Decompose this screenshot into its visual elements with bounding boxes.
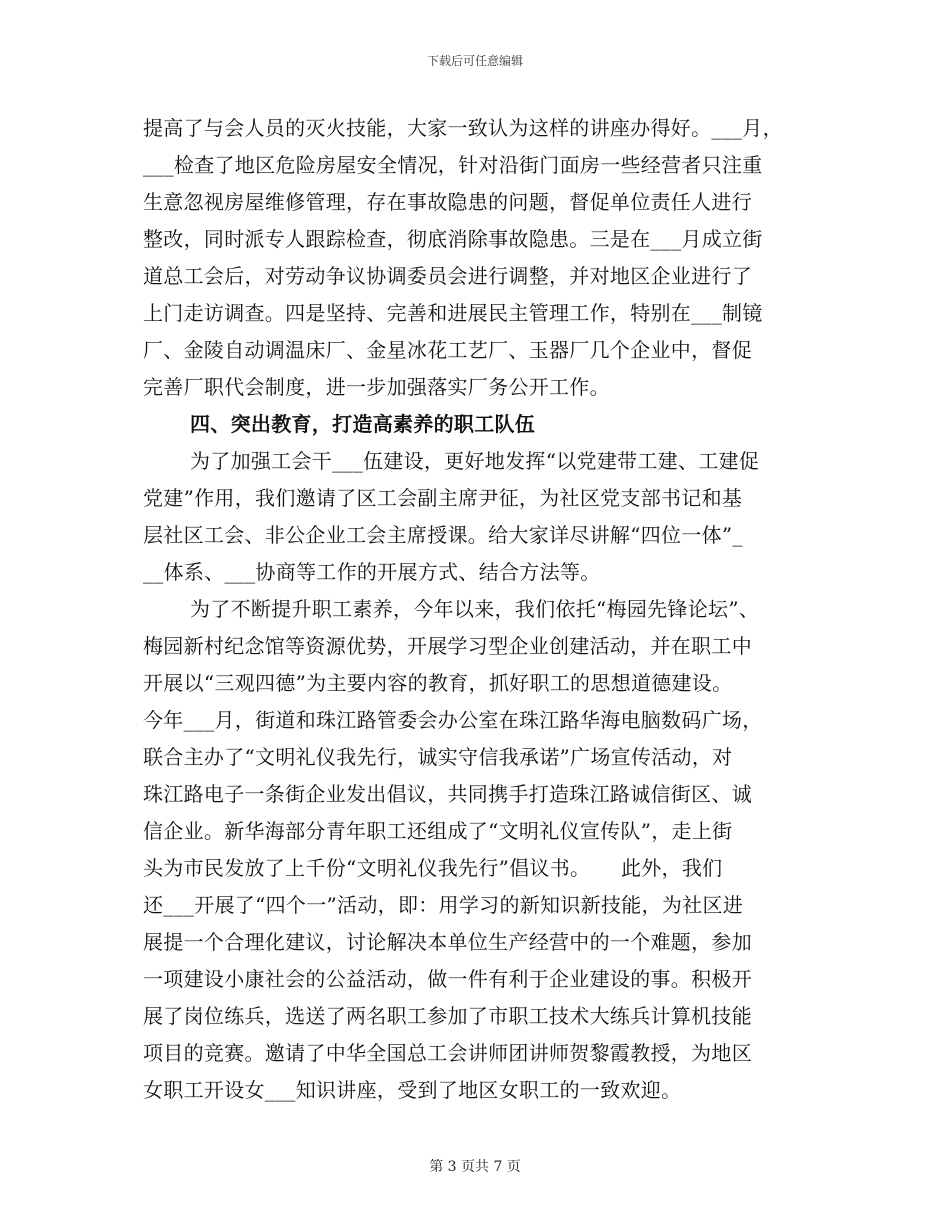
body-line: 为了不断提升职工素养，今年以来，我们依托“梅园先锋论坛”、 xyxy=(190,597,760,621)
body-line: __体系、___协商等工作的开展方式、结合方法等。 xyxy=(143,560,601,584)
body-line: 开展以“三观四德”为主要内容的教育，抓好职工的思想道德建设。 xyxy=(143,671,733,695)
body-line: 为了加强工会干___伍建设，更好地发挥“以党建带工建、工建促 xyxy=(190,449,760,473)
body-line: 生意忽视房屋维修管理，存在事故隐患的问题，督促单位责任人进行 xyxy=(143,190,752,214)
body-line: 今年___月，街道和珠江路管委会办公室在珠江路华海电脑数码广场， xyxy=(143,708,763,732)
body-line: ___检查了地区危险房屋安全情况，针对沿街门面房一些经营者只注重 xyxy=(143,153,763,177)
body-line: 展了岗位练兵，选送了两名职工参加了市职工技术大练兵计算机技能 xyxy=(143,1004,752,1028)
page-header: 下载后可任意编辑 xyxy=(426,54,523,68)
section-heading: 四、突出教育，打造高素养的职工队伍 xyxy=(190,412,536,436)
body-line: 层社区工会、非公企业工会主席授课。给大家详尽讲解“四位一体”_ xyxy=(143,523,743,547)
body-line: 提高了与会人员的灭火技能，大家一致认为这样的讲座办得好。___月， xyxy=(143,116,783,140)
body-line: 厂、金陵自动调温床厂、金星冰花工艺厂、玉器厂几个企业中，督促 xyxy=(143,338,752,362)
body-line: 还___开展了“四个一”活动，即：用学习的新知识新技能，为社区进 xyxy=(143,893,744,917)
body-line: 展提一个合理化建议，讨论解决本单位生产经营中的一个难题，参加 xyxy=(143,930,752,954)
body-line: 头为市民发放了上千份“文明礼仪我先行”倡议书。 此外，我们 xyxy=(143,856,723,880)
body-line: 上门走访调查。四是坚持、完善和进展民主管理工作，特别在___制镜 xyxy=(143,301,763,325)
body-line: 梅园新村纪念馆等资源优势，开展学习型企业创建活动，并在职工中 xyxy=(143,634,752,658)
body-line: 珠江路电子一条街企业发出倡议，共同携手打造珠江路诚信街区、诚 xyxy=(143,782,752,806)
body-line: 完善厂职代会制度，进一步加强落实厂务公开工作。 xyxy=(143,375,610,399)
body-line: 联合主办了“文明礼仪我先行，诚实守信我承诺”广场宣传活动，对 xyxy=(143,745,733,769)
body-line: 一项建设小康社会的公益活动，做一件有利于企业建设的事。积极开 xyxy=(143,967,752,991)
body-line: 项目的竞赛。邀请了中华全国总工会讲师团讲师贺黎霞教授，为地区 xyxy=(143,1041,752,1065)
body-line: 道总工会后，对劳动争议协调委员会进行调整，并对地区企业进行了 xyxy=(143,264,752,288)
body-line: 女职工开设女___知识讲座，受到了地区女职工的一致欢迎。 xyxy=(143,1078,682,1102)
body-line: 信企业。新华海部分青年职工还组成了“文明礼仪宣传队”，走上街 xyxy=(143,819,733,843)
body-line: 党建”作用，我们邀请了区工会副主席尹征，为社区党支部书记和基 xyxy=(143,486,743,510)
page-footer: 第 3 页共 7 页 xyxy=(429,1159,521,1175)
body-line: 整改，同时派专人跟踪检查，彻底消除事故隐患。三是在___月成立街 xyxy=(143,227,763,251)
